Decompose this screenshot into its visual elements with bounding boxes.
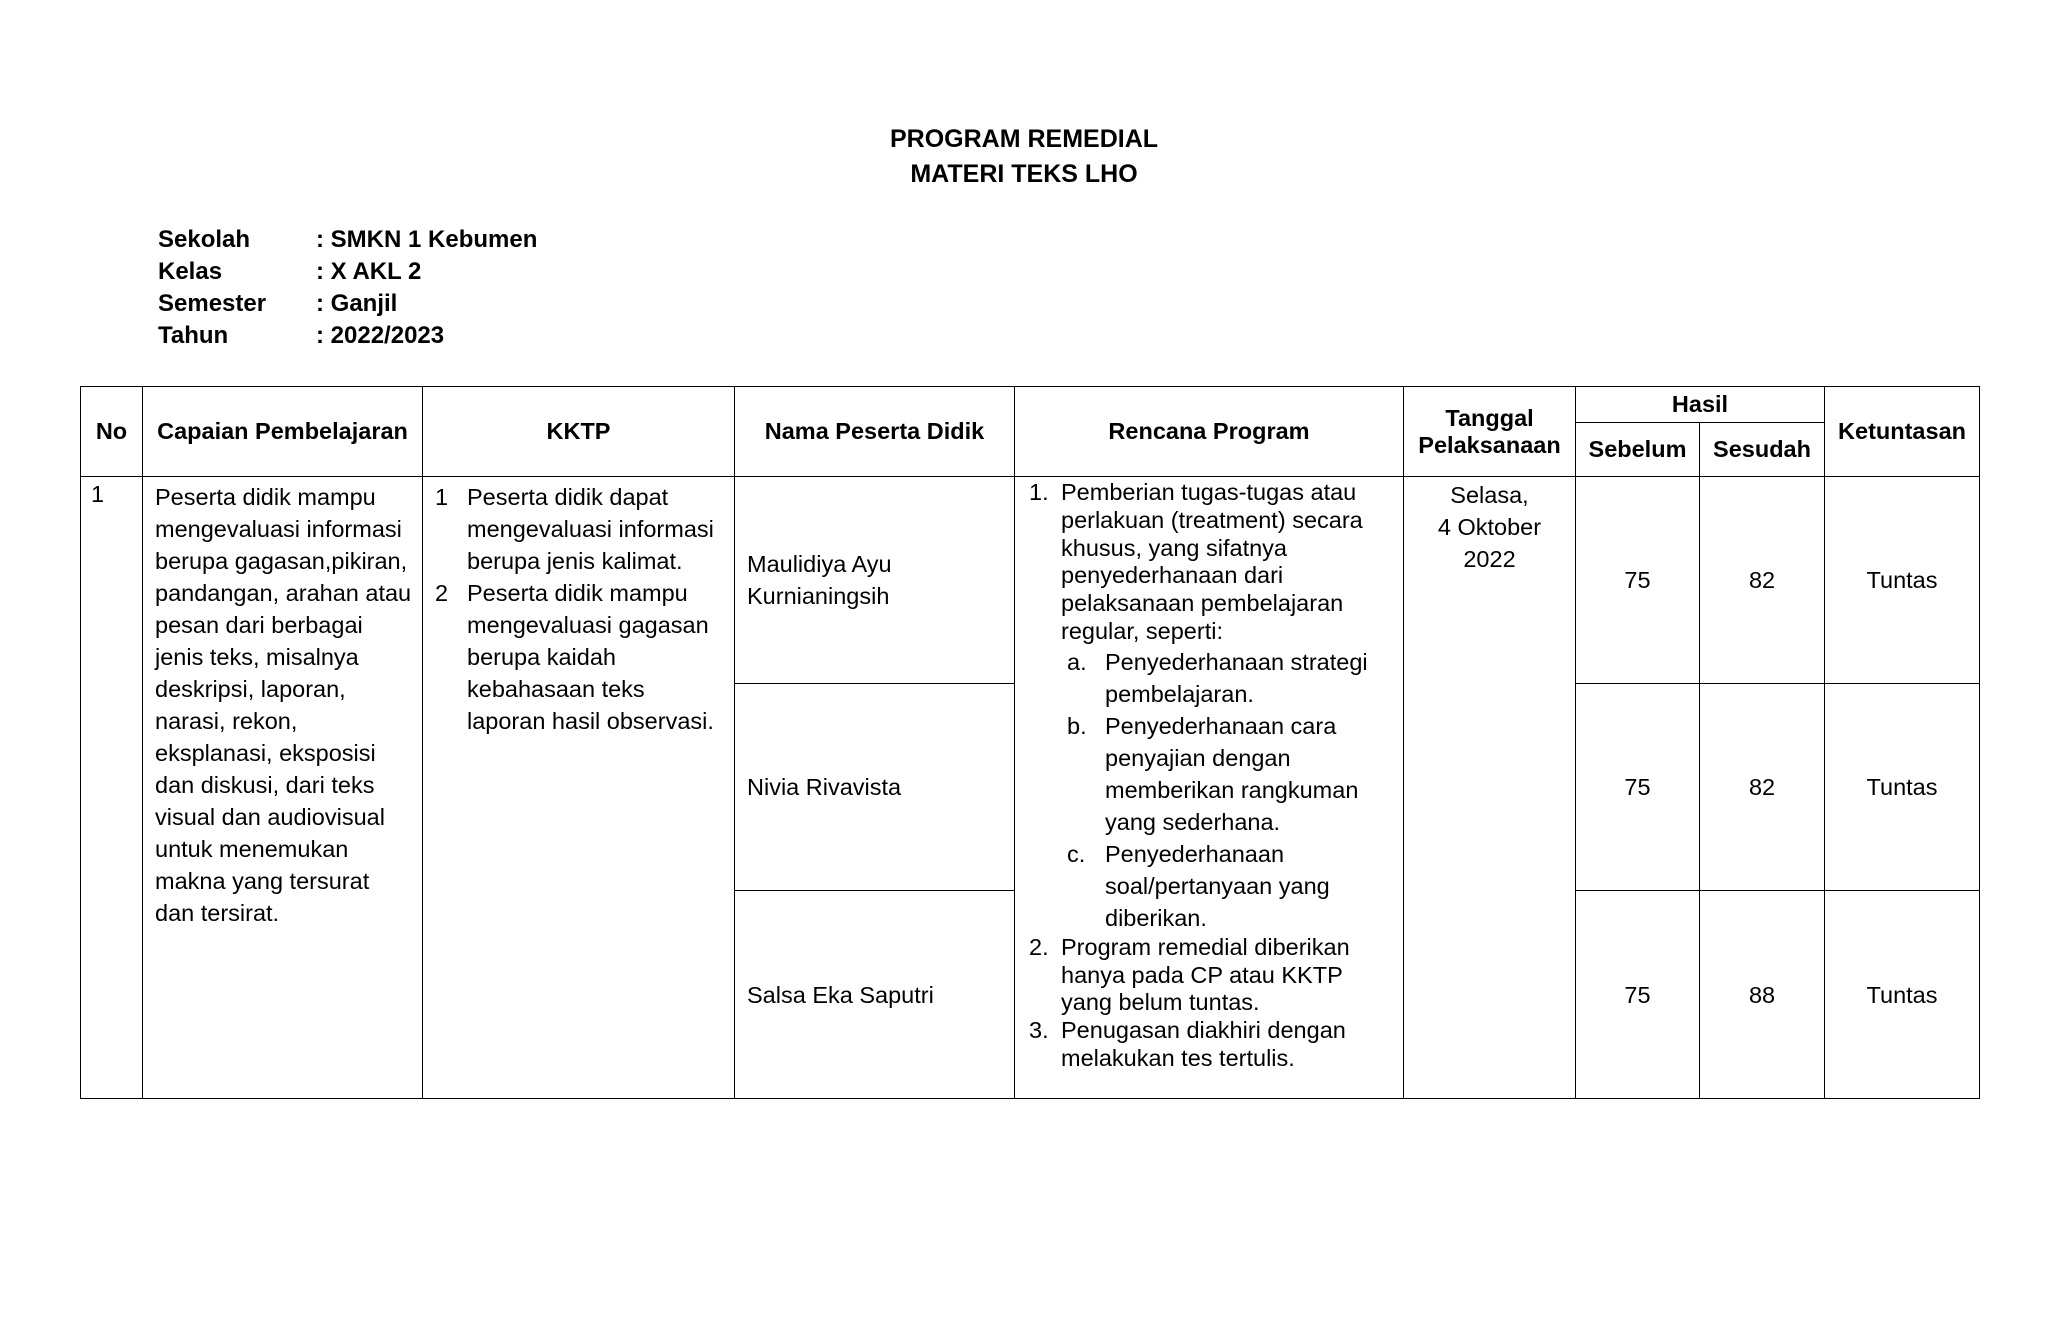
header-tanggal: Tanggal Pelaksanaan xyxy=(1404,387,1576,477)
kktp-item xyxy=(435,577,724,737)
rencana-item-number: 2. xyxy=(1029,933,1049,960)
rencana-item-text: Pemberian tugas-tugas atau perlakuan (treatment) secara khusus, yang sifatnya penyederhanaan dari pelaksanaan pembelajaran regular, seperti: xyxy=(1061,479,1363,644)
info-value: : Ganjil xyxy=(316,290,398,317)
document-title: PROGRAM REMEDIAL xyxy=(889,125,1159,153)
rencana-item xyxy=(1029,1017,1395,1073)
rencana-cell xyxy=(1015,477,1404,1099)
rencana-subitem-letter: b. xyxy=(1067,712,1087,739)
kktp-list xyxy=(435,481,724,737)
kktp-cell xyxy=(423,477,735,1099)
score-before: 75 xyxy=(1576,477,1700,684)
tanggal-year: 2022 xyxy=(1463,546,1516,572)
rencana-item-number: 1. xyxy=(1029,479,1049,505)
rencana-subitem-text: Penyederhanaan strategi pembelajaran. xyxy=(1105,648,1368,707)
score-after: 82 xyxy=(1700,477,1825,684)
kktp-item-number: 1 xyxy=(435,484,449,510)
student-name: Salsa Eka Saputri xyxy=(735,891,1015,1099)
tanggal-day: Selasa, xyxy=(1450,482,1529,508)
ketuntasan-status: Tuntas xyxy=(1825,684,1980,891)
info-value: : SMKN 1 Kebumen xyxy=(316,226,538,253)
kktp-item-text: Peserta didik dapat mengevaluasi informasi berupa jenis kalimat. xyxy=(467,484,714,574)
info-value: : 2022/2023 xyxy=(316,322,445,349)
header-nama: Nama Peserta Didik xyxy=(735,387,1015,477)
header-no: No xyxy=(81,387,143,477)
info-label: Sekolah xyxy=(158,226,251,253)
rencana-item-text: Program remedial diberikan hanya pada CP atau KKTP yang belum tuntas. xyxy=(1061,933,1350,1016)
rencana-item xyxy=(1029,934,1395,1017)
header-sebelum: Sebelum xyxy=(1576,423,1700,477)
info-block xyxy=(158,224,537,352)
kktp-item-number: 2 xyxy=(435,580,449,606)
info-row-semester xyxy=(158,288,537,320)
info-row-sekolah xyxy=(158,224,537,256)
student-name: Maulidiya Ayu Kurnianingsih xyxy=(735,477,1015,684)
ketuntasan-status: Tuntas xyxy=(1825,477,1980,684)
rencana-subitem-text: Penyederhanaan cara penyajian dengan memberikan rangkuman yang sederhana. xyxy=(1105,712,1359,835)
student-name: Nivia Rivavista xyxy=(735,684,1015,891)
header-kktp: KKTP xyxy=(423,387,735,477)
kktp-item xyxy=(435,481,724,577)
header-ketuntasan: Ketuntasan xyxy=(1825,387,1980,477)
kktp-item-text: Peserta didik mampu mengevaluasi gagasan berupa kaidah kebahasaan teks laporan hasil observasi. xyxy=(467,580,714,734)
score-after: 82 xyxy=(1700,684,1825,891)
header-hasil: Hasil xyxy=(1576,387,1825,423)
score-before: 75 xyxy=(1576,891,1700,1099)
ketuntasan-status: Tuntas xyxy=(1825,891,1980,1099)
score-before: 75 xyxy=(1576,684,1700,891)
row-number: 1 xyxy=(81,477,143,1099)
info-label: Semester xyxy=(158,290,267,317)
header-sesudah: Sesudah xyxy=(1700,423,1825,477)
rencana-item-number: 3. xyxy=(1029,1017,1049,1044)
info-value: : X AKL 2 xyxy=(316,258,422,285)
remedial-table xyxy=(80,386,1980,1099)
header-rencana: Rencana Program xyxy=(1015,387,1404,477)
info-row-tahun xyxy=(158,320,537,352)
tanggal-date: 4 Oktober xyxy=(1437,514,1542,540)
rencana-subitem xyxy=(1029,646,1395,710)
rencana-item-text: Penugasan diakhiri dengan melakukan tes tertulis. xyxy=(1061,1017,1346,1071)
rencana-subitem xyxy=(1029,710,1395,838)
header-capaian: Capaian Pembelajaran xyxy=(143,387,423,477)
capaian-cell: Peserta didik mampu mengevaluasi informasi berupa gagasan,pikiran, pandangan, arahan atau pesan dari berbagai jenis teks, misalnya deskripsi, laporan, narasi, rekon, eksplanasi, eksposisi dan diskusi, dari teks visual dan audiovisual untuk menemukan makna yang tersurat dan tersirat. xyxy=(143,477,423,1099)
rencana-subitem-letter: a. xyxy=(1067,648,1087,675)
document-subtitle: MATERI TEKS LHO xyxy=(910,160,1138,188)
info-label: Kelas xyxy=(158,258,223,285)
rencana-item xyxy=(1029,479,1395,646)
score-after: 88 xyxy=(1700,891,1825,1099)
info-label: Tahun xyxy=(158,322,229,349)
info-row-kelas xyxy=(158,256,537,288)
rencana-subitem xyxy=(1029,838,1395,934)
tanggal-cell xyxy=(1404,477,1576,1099)
rencana-subitem-text: Penyederhanaan soal/pertanyaan yang diberikan. xyxy=(1105,840,1330,931)
rencana-subitem-letter: c. xyxy=(1067,840,1086,867)
table-row xyxy=(81,477,1980,684)
